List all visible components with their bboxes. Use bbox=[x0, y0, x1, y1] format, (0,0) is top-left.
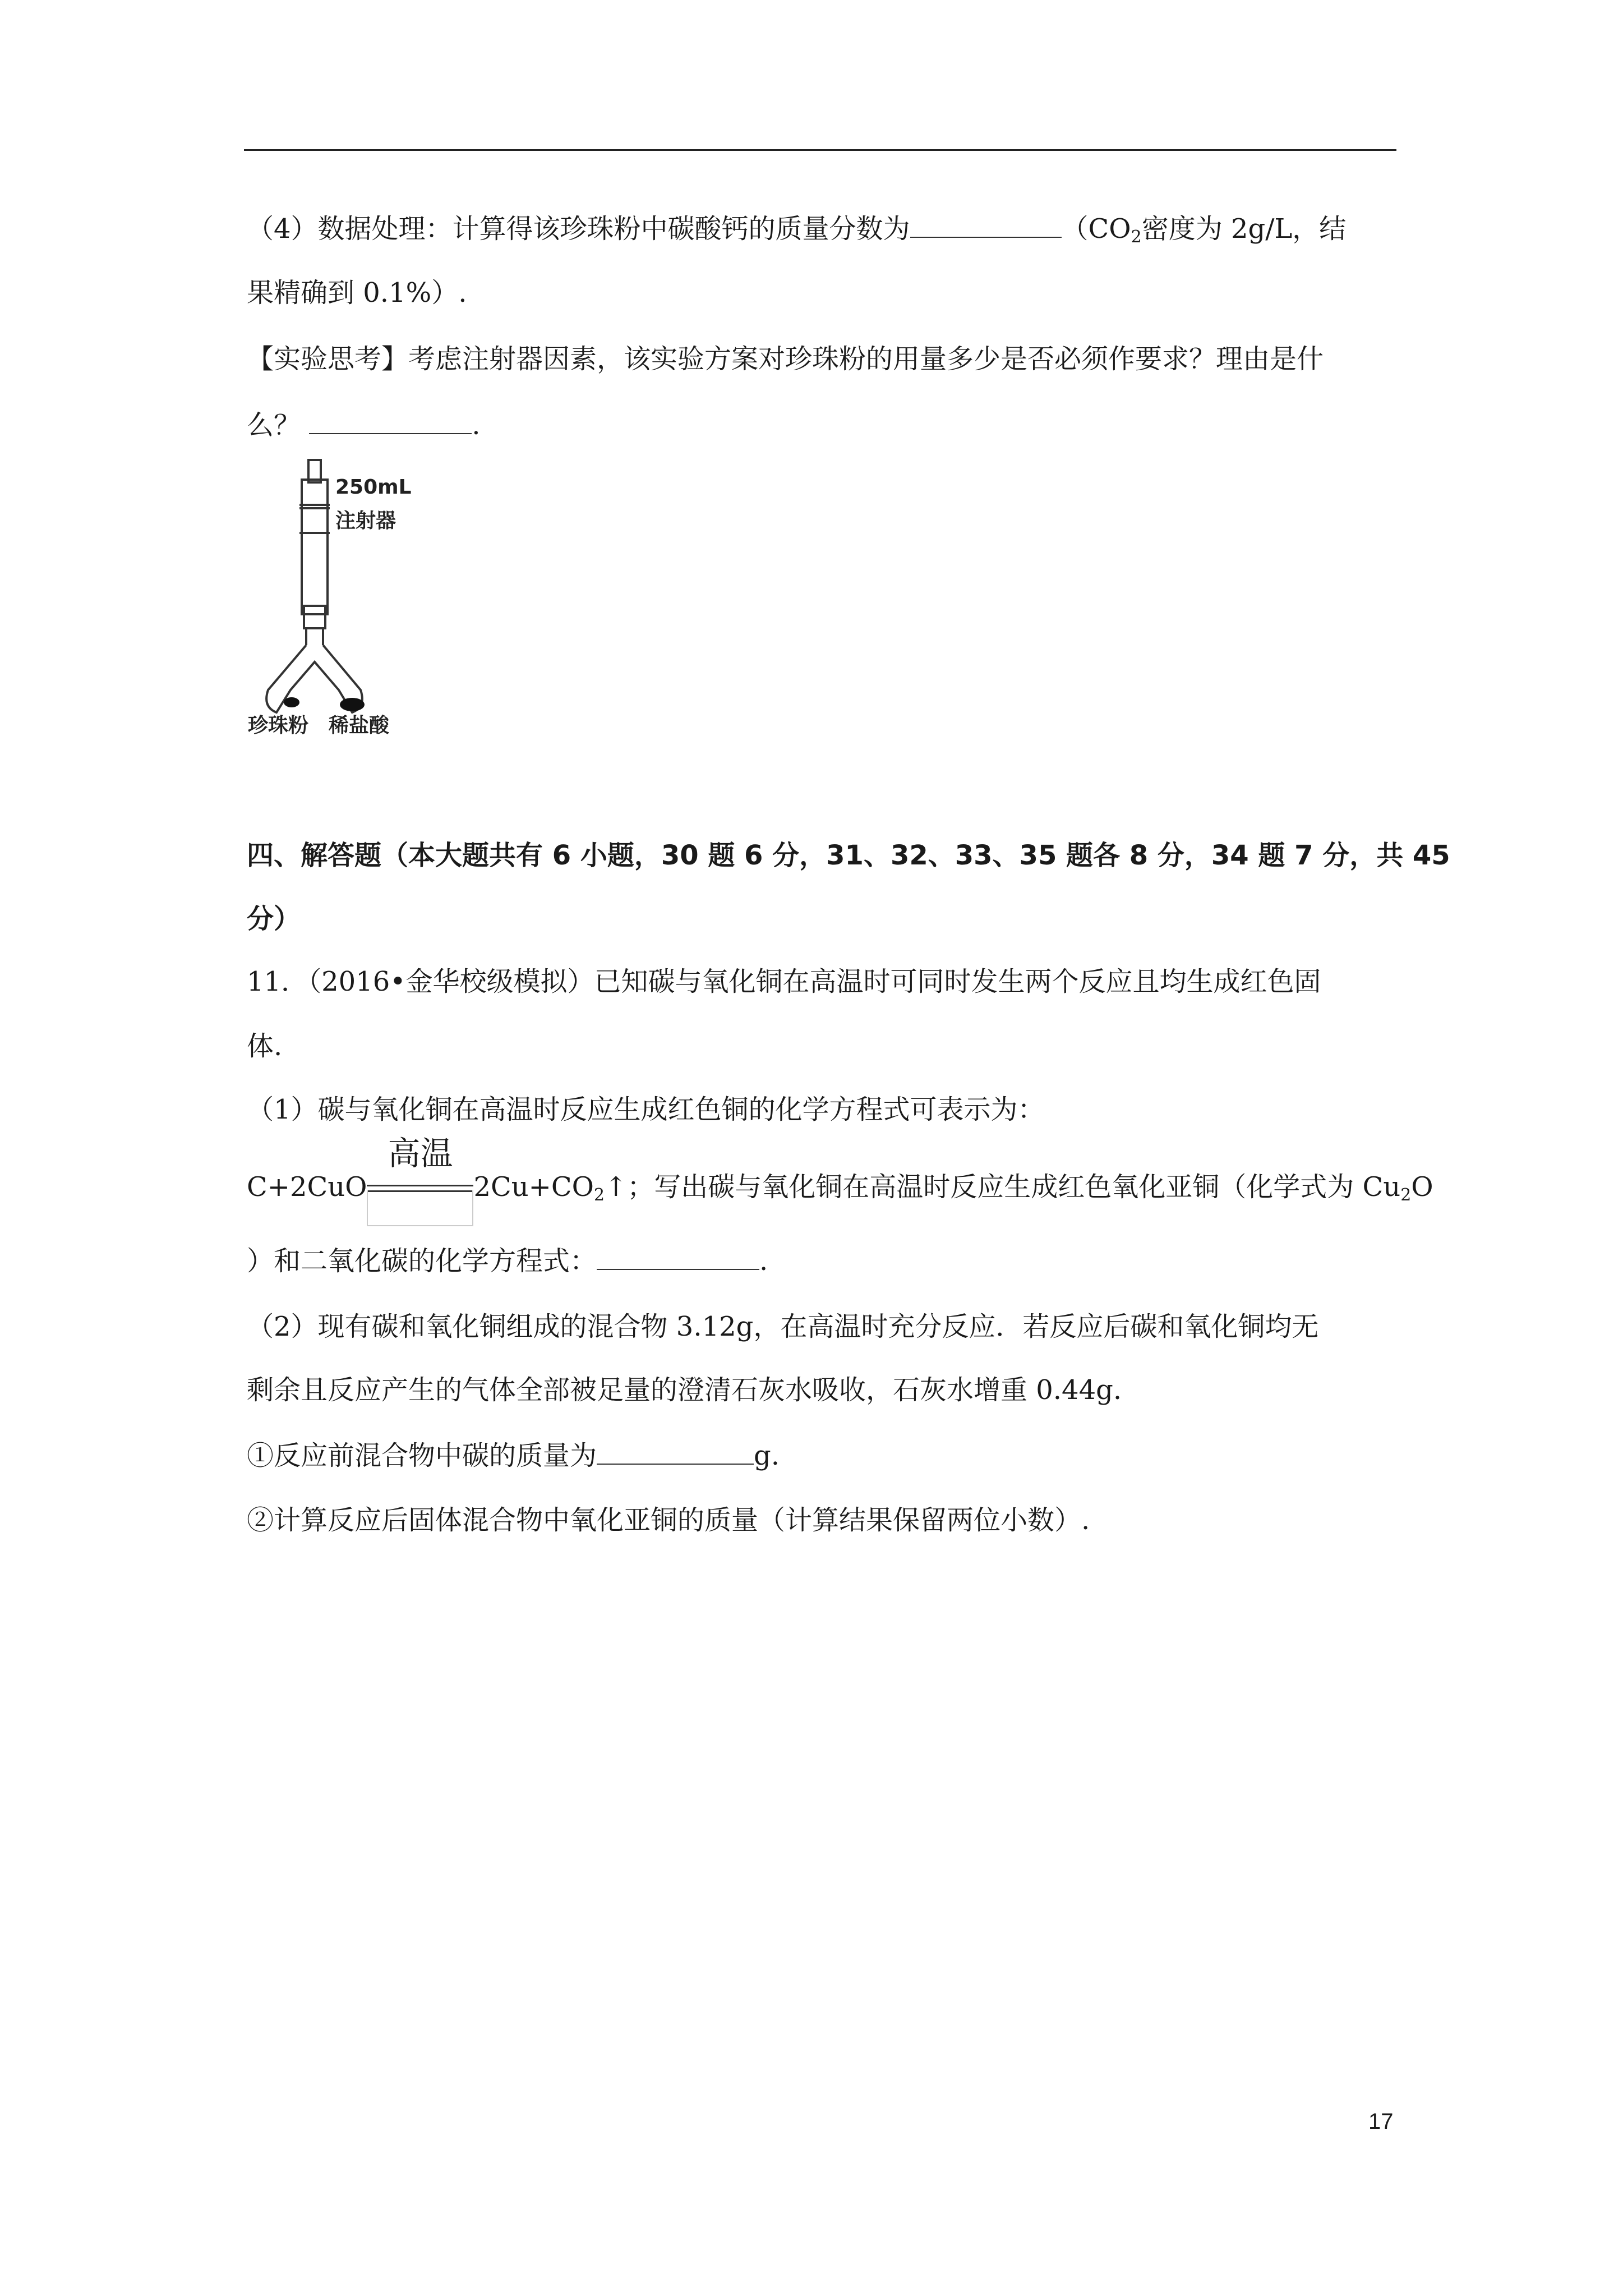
think-text-b: . bbox=[472, 409, 481, 441]
eq-co2-subscript: 2 bbox=[593, 1185, 605, 1205]
q4-text-a: （4）数据处理：计算得该珍珠粉中碳酸钙的质量分数为 bbox=[247, 213, 910, 245]
q11-part2-line-2: 剩余且反应产生的气体全部被足量的澄清石灰水吸收，石灰水增重 0.44g. bbox=[247, 1374, 1122, 1406]
think-line-2 bbox=[247, 408, 481, 442]
page-number: 17 bbox=[1368, 2109, 1394, 2134]
syringe-y-tube-figure bbox=[246, 449, 448, 735]
eq-products: 2Cu+CO bbox=[473, 1171, 594, 1203]
co2-subscript: 2 bbox=[1131, 227, 1142, 247]
q11-part2-line-1: （2）现有碳和氧化铜组成的混合物 3.12g，在高温时充分反应．若反应后碳和氧化铜均无 bbox=[247, 1311, 1319, 1342]
section-4-heading-line-2: 分） bbox=[247, 903, 301, 935]
answer-blank-2[interactable] bbox=[309, 409, 472, 434]
q11-line-1: 11．（2016•金华校级模拟）已知碳与氧化铜在高温时可同时发生两个反应且均生成红色固 bbox=[247, 966, 1321, 997]
q11-sub2: ②计算反应后固体混合物中氧化亚铜的质量（计算结果保留两位小数）. bbox=[247, 1504, 1090, 1536]
q4-text-b: （CO bbox=[1061, 213, 1131, 245]
sub1-unit: g. bbox=[754, 1440, 780, 1471]
header-rule bbox=[244, 149, 1396, 151]
pearl-powder-label: 珍珠粉 bbox=[248, 714, 309, 735]
q11-part1-line-3 bbox=[247, 1244, 768, 1278]
eq-line3-text: ）和二氧化碳的化学方程式： bbox=[247, 1245, 597, 1277]
answer-blank-1[interactable] bbox=[910, 213, 1062, 238]
cu2o-subscript: 2 bbox=[1400, 1185, 1412, 1205]
eq-reactants: C+2CuO bbox=[247, 1171, 367, 1203]
chemical-equation-line bbox=[247, 1134, 1433, 1205]
syringe-volume-label: 250mL bbox=[335, 476, 412, 499]
syringe-barrel bbox=[302, 480, 328, 614]
q11-line-2: 体. bbox=[247, 1030, 283, 1062]
high-temperature-label: 高温 bbox=[388, 1134, 453, 1172]
hydrochloric-acid-label: 稀盐酸 bbox=[329, 714, 390, 735]
eq-line3-period: . bbox=[759, 1245, 768, 1277]
syringe-stopper bbox=[304, 606, 325, 628]
sub1-text: ①反应前混合物中碳的质量为 bbox=[247, 1440, 597, 1471]
syringe-name-label: 注射器 bbox=[335, 509, 396, 532]
think-line-1: 【实验思考】考虑注射器因素，该实验方案对珍珠粉的用量多少是否必须作要求？理由是什 bbox=[247, 343, 1324, 375]
cu2o-o: O bbox=[1411, 1171, 1433, 1203]
q11-sub1 bbox=[247, 1439, 780, 1473]
pearl-powder-deposit bbox=[284, 697, 299, 707]
q4-text-c: 密度为 2g/L，结 bbox=[1141, 213, 1347, 245]
q4-line-2: 果精确到 0.1%）. bbox=[247, 277, 467, 309]
q4-line-1 bbox=[247, 212, 1346, 246]
q11-part1-intro: （1）碳与氧化铜在高温时反应生成红色铜的化学方程式可表示为： bbox=[247, 1094, 1045, 1125]
answer-blank-3[interactable] bbox=[597, 1245, 759, 1270]
eq-question-text: ↑；写出碳与氧化铜在高温时反应生成红色氧化亚铜（化学式为 Cu bbox=[605, 1171, 1401, 1203]
acid-liquid bbox=[340, 698, 365, 711]
think-text-a: 么？ bbox=[247, 409, 301, 441]
reaction-condition-sign bbox=[367, 1134, 473, 1204]
section-4-heading-line-1: 四、解答题（本大题共有 6 小题，30 题 6 分，31、32、33、35 题各 8 分，34 题 7 分，共 45 bbox=[247, 840, 1450, 871]
answer-blank-4[interactable] bbox=[597, 1440, 754, 1465]
